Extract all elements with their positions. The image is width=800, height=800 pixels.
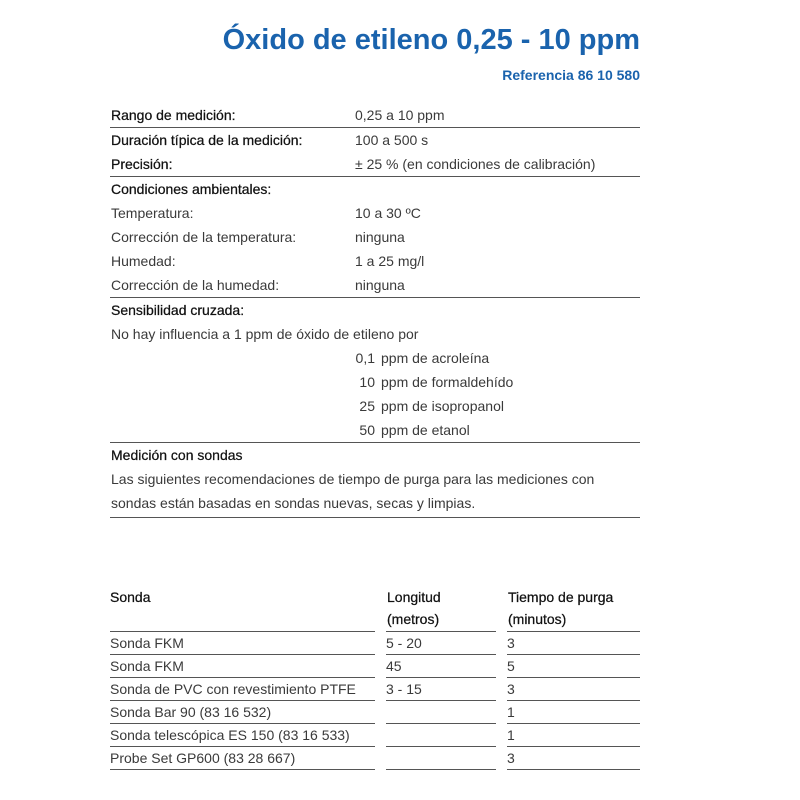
temperature-value: 10 a 30 ºC	[355, 205, 421, 221]
cell-purge: 1	[507, 701, 640, 724]
spec-row-probe-measurement	[110, 443, 640, 467]
header-length-line2: (metros)	[387, 611, 440, 627]
cross-intro	[110, 322, 640, 346]
probe-paragraph-line: sondas están basadas en sondas nuevas, secas y limpias.	[111, 495, 476, 511]
range-label: Rango de medición:	[111, 107, 236, 123]
cell-length	[386, 724, 496, 747]
cross-item	[110, 346, 640, 370]
cell-purge: 3	[507, 632, 640, 655]
spec-row-temperature	[110, 201, 640, 225]
cell-probe: Sonda telescópica ES 150 (83 16 533)	[110, 724, 375, 747]
table-row	[110, 655, 640, 678]
spec-row-ambient	[110, 177, 640, 201]
range-value: 0,25 a 10 ppm	[355, 107, 445, 123]
cross-item	[110, 418, 640, 442]
duration-value: 100 a 500 s	[355, 132, 429, 148]
cell-probe: Sonda Bar 90 (83 16 532)	[110, 701, 375, 724]
cross-item-amount: 50	[359, 422, 375, 438]
table-row	[110, 701, 640, 724]
cell-length: 3 - 15	[386, 678, 496, 701]
spec-row-range	[110, 103, 640, 127]
cross-item-text: ppm de formaldehído	[381, 374, 514, 390]
cell-length	[386, 747, 496, 770]
duration-label: Duración típica de la medición:	[111, 132, 303, 148]
reference-number: Referencia 86 10 580	[502, 67, 640, 83]
table-row	[110, 678, 640, 701]
probe-table	[110, 584, 640, 770]
ambient-label: Condiciones ambientales:	[111, 181, 272, 197]
precision-value: ± 25 % (en condiciones de calibración)	[355, 156, 596, 172]
header-purge-line1: Tiempo de purga	[508, 589, 614, 605]
precision-label: Precisión:	[111, 156, 173, 172]
cross-item-text: ppm de isopropanol	[381, 398, 504, 414]
cell-length: 5 - 20	[386, 632, 496, 655]
cell-purge: 5	[507, 655, 640, 678]
table-row	[110, 747, 640, 770]
cell-probe: Probe Set GP600 (83 28 667)	[110, 747, 375, 770]
header-purge	[508, 586, 641, 630]
header-probe: Sonda	[110, 589, 151, 605]
cell-purge: 3	[507, 747, 640, 770]
page-title: Óxido de etileno 0,25 - 10 ppm	[222, 24, 640, 56]
probe-paragraph-line: Las siguientes recomendaciones de tiempo de purga para las mediciones con	[111, 471, 595, 487]
cross-item	[110, 370, 640, 394]
cell-purge: 3	[507, 678, 640, 701]
cell-length: 45	[386, 655, 496, 678]
temp-correction-label: Corrección de la temperatura:	[111, 229, 297, 245]
humidity-label: Humedad:	[111, 253, 176, 269]
cross-item-amount: 25	[359, 398, 375, 414]
cross-item-text: ppm de acroleína	[381, 350, 490, 366]
cell-purge: 1	[507, 724, 640, 747]
divider	[110, 517, 640, 518]
cell-probe: Sonda FKM	[110, 655, 375, 678]
temperature-label: Temperatura:	[111, 205, 194, 221]
probe-paragraph	[110, 467, 640, 515]
cell-probe: Sonda de PVC con revestimiento PTFE	[110, 678, 375, 701]
cross-item	[110, 394, 640, 418]
spec-row-temp-correction	[110, 225, 640, 249]
spec-row-precision	[110, 152, 640, 176]
cross-item-amount: 0,1	[355, 350, 375, 366]
hum-correction-value: ninguna	[355, 277, 405, 293]
humidity-value: 1 a 25 mg/l	[355, 253, 425, 269]
spec-section	[110, 103, 640, 518]
spec-row-hum-correction	[110, 273, 640, 297]
cell-length	[386, 701, 496, 724]
cross-sensitivity-label: Sensibilidad cruzada:	[111, 302, 245, 318]
header-length-line1: Longitud	[387, 589, 441, 605]
cell-probe: Sonda FKM	[110, 632, 375, 655]
probe-measurement-label: Medición con sondas	[111, 447, 243, 463]
table-row	[110, 632, 640, 655]
header-purge-line2: (minutos)	[508, 611, 567, 627]
probe-table-header	[110, 584, 640, 632]
table-row	[110, 724, 640, 747]
cross-item-amount: 10	[359, 374, 375, 390]
spec-row-duration	[110, 128, 640, 152]
spec-row-cross	[110, 298, 640, 322]
hum-correction-label: Corrección de la humedad:	[111, 277, 280, 293]
cross-item-text: ppm de etanol	[381, 422, 470, 438]
temp-correction-value: ninguna	[355, 229, 405, 245]
cross-intro-text: No hay influencia a 1 ppm de óxido de etileno por	[111, 326, 419, 342]
header-length	[387, 586, 497, 630]
spec-row-humidity	[110, 249, 640, 273]
